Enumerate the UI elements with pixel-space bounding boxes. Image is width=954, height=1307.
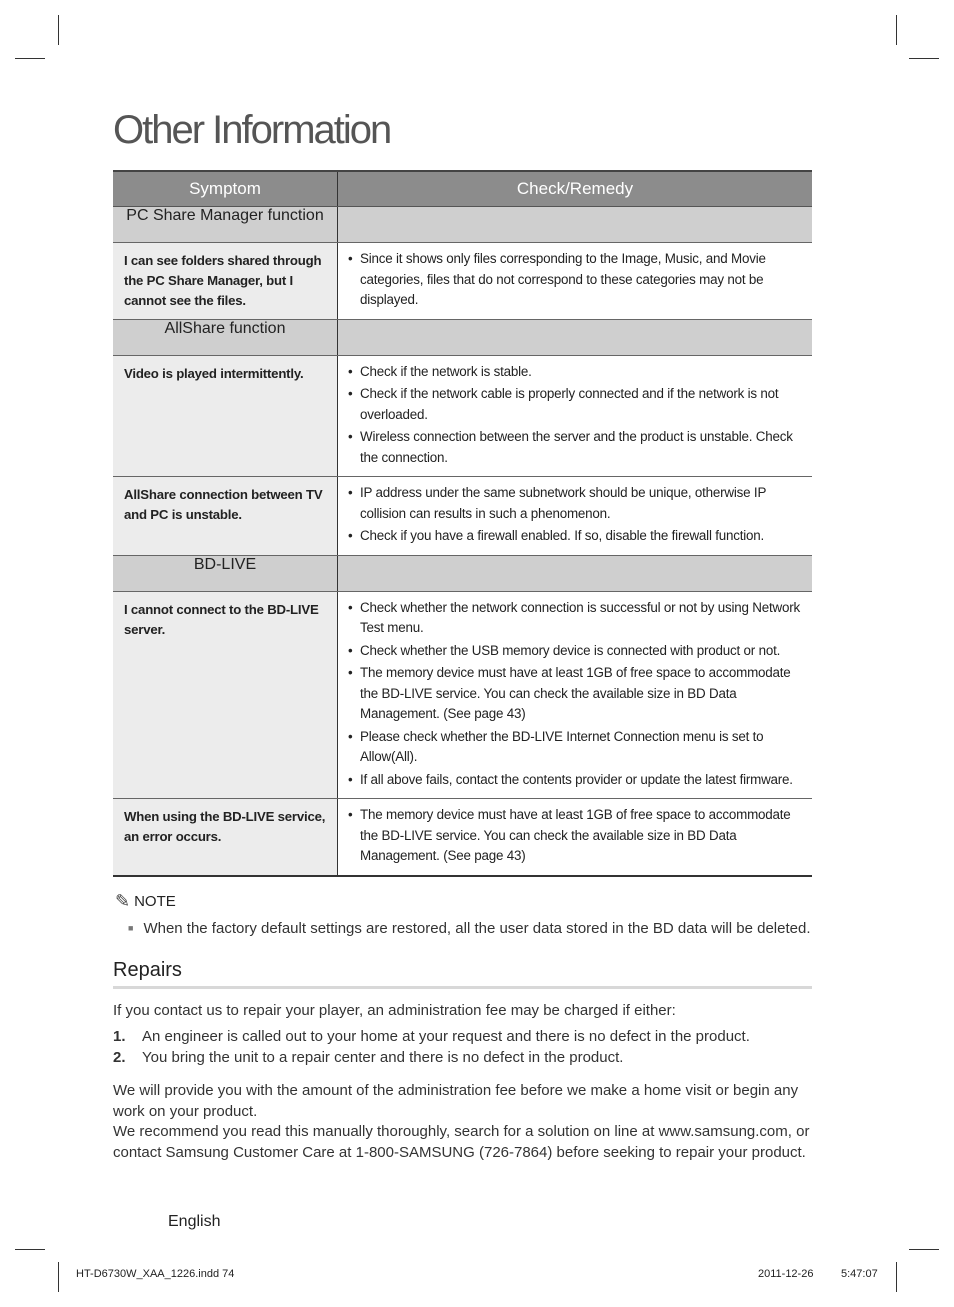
pencil-icon: ✎ xyxy=(115,891,131,911)
table-header-row xyxy=(113,171,812,207)
repairs-paragraph: We recommend you read this manually thoroughly, search for a solution on line at www.samsung.com, or contact Samsung Customer Care at 1-800-SAMSUNG (726-7864) before seeking to repair your product. xyxy=(113,1123,810,1161)
repairs-paragraph: We will provide you with the amount of the administration fee before we make a home visit or begin any work on your product. xyxy=(113,1082,799,1120)
symptom-cell xyxy=(113,355,338,477)
remedy-cell xyxy=(338,477,813,556)
repairs-intro: If you contact us to repair your player, an administration fee may be charged if either: xyxy=(113,1002,676,1019)
crop-mark xyxy=(909,58,939,59)
remedy-item: • If all above fails, contact the contents provider or update the latest firmware. xyxy=(348,770,802,791)
list-item xyxy=(113,1048,812,1069)
remedy-item: • Check whether the USB memory device is connected with product or not. xyxy=(348,641,802,662)
section-title: BD-LIVE xyxy=(113,555,338,591)
note-text: When the factory default settings are restored, all the user data stored in the BD data will be deleted. xyxy=(143,920,811,937)
table-row xyxy=(113,355,812,477)
crop-mark xyxy=(58,1262,59,1292)
section-remedy-cell xyxy=(338,319,813,355)
slug-time: 5:47:07 xyxy=(841,1268,878,1280)
remedy-cell xyxy=(338,355,813,477)
remedy-item: • Please check whether the BD-LIVE Internet Connection menu is set to Allow(All). xyxy=(348,727,802,768)
list-text: You bring the unit to a repair center and there is no defect in the product. xyxy=(142,1048,624,1066)
square-bullet-icon: ■ xyxy=(128,923,134,933)
symptom-cell xyxy=(113,243,338,320)
note-label: NOTE xyxy=(134,893,176,910)
remedy-item: • The memory device must have at least 1GB of free space to accommodate the BD-LIVE service. You can check the available size in BD Data Management. (See page 43) xyxy=(348,805,802,867)
page-title: Other Information xyxy=(113,108,391,152)
section-title: PC Share Manager function xyxy=(113,207,338,243)
symptom-text: When using the BD-LIVE service, an error occurs. xyxy=(124,809,326,844)
table-row xyxy=(113,591,812,799)
crop-mark xyxy=(15,1249,45,1250)
list-number: 1. xyxy=(113,1028,126,1045)
remedy-item: • The memory device must have at least 1GB of free space to accommodate the BD-LIVE service. You can check the available size in BD Data Management. (See page 43) xyxy=(348,663,802,725)
repairs-list xyxy=(113,1027,812,1068)
crop-mark xyxy=(909,1249,939,1250)
slug-date: 2011-12-26 xyxy=(758,1268,814,1280)
crop-mark xyxy=(15,58,45,59)
symptom-text: I cannot connect to the BD-LIVE server. xyxy=(124,601,319,637)
footer-language: English xyxy=(168,1213,221,1230)
remedy-item: • Check if the network cable is properly connected and if the network is not overloaded. xyxy=(348,384,802,425)
table-section-row xyxy=(113,319,812,355)
symptom-text: Video is played intermittently. xyxy=(124,365,304,381)
table-body xyxy=(113,207,812,876)
crop-mark xyxy=(896,15,897,45)
remedy-list xyxy=(338,477,812,555)
table-section-row xyxy=(113,207,812,243)
remedy-item: • Since it shows only files corresponding to the Image, Music, and Movie categories, files that do not correspond to these categories may not be displayed. xyxy=(348,249,802,311)
remedy-item: • Check whether the network connection is successful or not by using Network Test menu. xyxy=(348,598,802,639)
section-title: AllShare function xyxy=(113,319,338,355)
remedy-item: • Wireless connection between the server and the product is unstable. Check the connection. xyxy=(348,427,802,468)
section-remedy-cell xyxy=(338,555,813,591)
section-remedy-cell xyxy=(338,207,813,243)
troubleshooting-table xyxy=(113,170,812,877)
slug-file: HT-D6730W_XAA_1226.indd 74 xyxy=(76,1268,235,1280)
section-divider xyxy=(113,986,812,989)
table-section-row xyxy=(113,555,812,591)
symptom-cell xyxy=(113,591,338,799)
remedy-list xyxy=(338,592,812,799)
remedy-list xyxy=(338,356,812,477)
table-row xyxy=(113,477,812,556)
table-row xyxy=(113,243,812,320)
remedy-item: • Check if you have a firewall enabled. If so, disable the firewall function. xyxy=(348,526,802,547)
symptom-cell xyxy=(113,799,338,876)
header-check-remedy: Check/Remedy xyxy=(338,171,813,207)
remedy-cell xyxy=(338,591,813,799)
remedy-list xyxy=(338,243,812,319)
crop-mark xyxy=(896,1262,897,1292)
repairs-title: Repairs xyxy=(113,959,182,981)
list-text: An engineer is called out to your home at your request and there is no defect in the product. xyxy=(142,1028,750,1045)
crop-mark xyxy=(58,15,59,45)
remedy-item: • IP address under the same subnetwork should be unique, otherwise IP collision can results in such a phenomenon. xyxy=(348,483,802,524)
symptom-cell xyxy=(113,477,338,556)
symptom-text: AllShare connection between TV and PC is unstable. xyxy=(124,487,323,522)
list-item xyxy=(113,1027,812,1048)
note-heading xyxy=(115,891,176,912)
remedy-list xyxy=(338,799,812,875)
list-number: 2. xyxy=(113,1048,126,1066)
table-row xyxy=(113,799,812,876)
remedy-cell xyxy=(338,243,813,320)
remedy-cell xyxy=(338,799,813,876)
header-symptom: Symptom xyxy=(113,171,338,207)
symptom-text: I can see folders shared through the PC Share Manager, but I cannot see the files. xyxy=(124,253,322,308)
remedy-item: • Check if the network is stable. xyxy=(348,362,802,383)
note-item xyxy=(128,920,810,937)
